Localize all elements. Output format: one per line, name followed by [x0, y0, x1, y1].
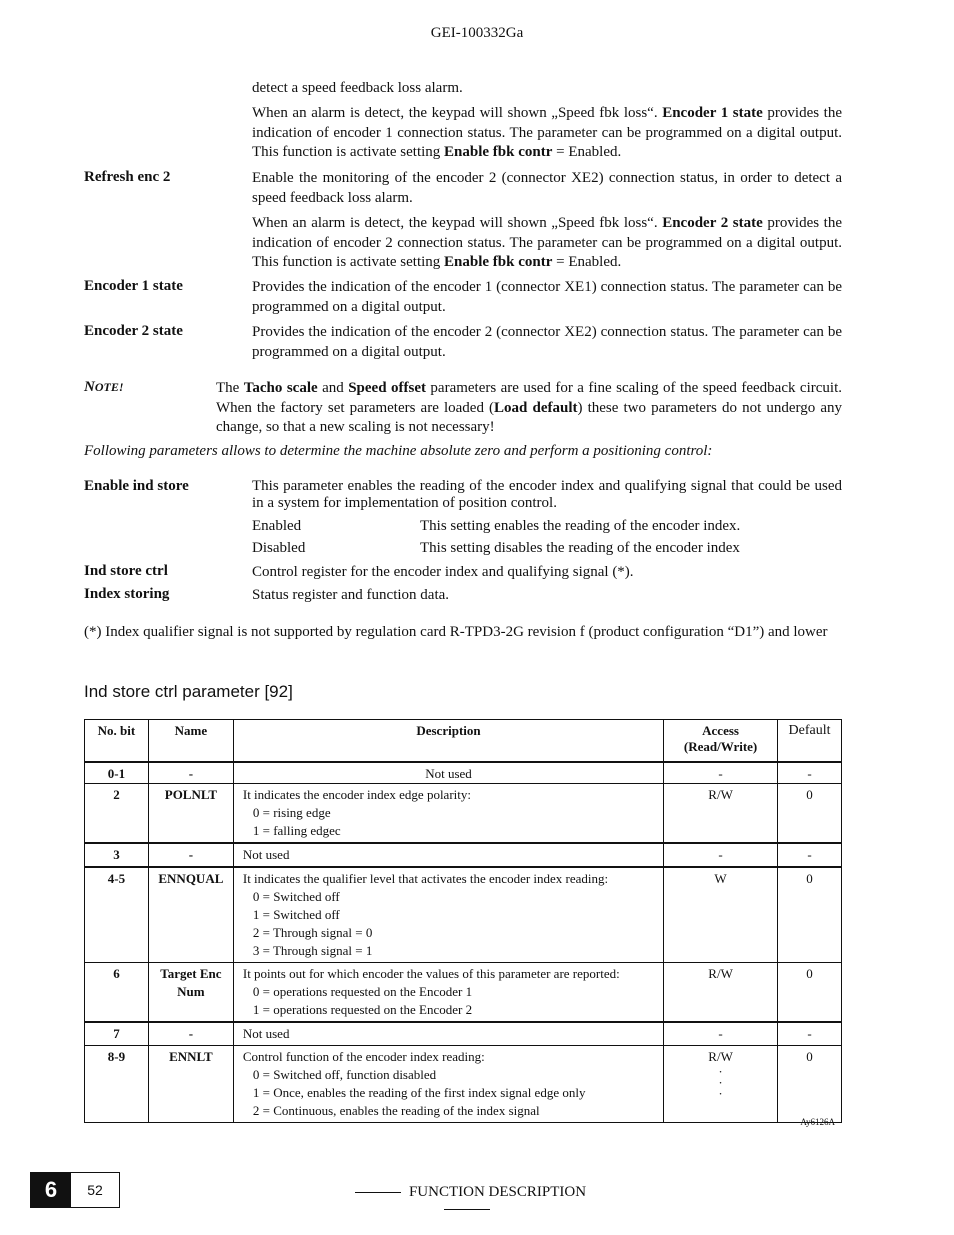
text: The [216, 380, 244, 396]
cell-access: - [664, 843, 778, 867]
header-access [664, 720, 778, 763]
header-default: Default [778, 720, 842, 763]
cell-bit: 3 [85, 843, 149, 867]
text: parameters are used for a fine scaling of the speed feedback circuit. When the factory set parameters are loaded ( [216, 380, 842, 416]
description-text: It points out for which encoder the values of this parameter are reported: [242, 966, 620, 981]
cell-name [148, 963, 233, 1023]
cell-access [664, 1046, 778, 1123]
cell-default: - [778, 843, 842, 867]
description-text: It indicates the qualifier level that activates the encoder index reading: [242, 871, 609, 886]
description-option: 2 = Through signal = 0 [252, 925, 373, 940]
cell-description [233, 784, 663, 844]
table-row [85, 762, 842, 784]
description-option: 1 = Switched off [252, 907, 340, 922]
param-ref: Tacho scale [243, 380, 318, 396]
cell-default: - [778, 762, 842, 784]
header-description: Description [233, 720, 663, 763]
paragraph: detect a speed feedback loss alarm. [252, 80, 463, 96]
access-dot: · [718, 1086, 723, 1101]
access-dot: · [718, 1064, 723, 1079]
footer [320, 1184, 613, 1218]
name-line: Target Enc [160, 966, 222, 981]
param-ref: Load default [494, 399, 578, 416]
term-ind-store-ctrl: Ind store ctrl [84, 563, 168, 579]
cell-access: W [664, 867, 778, 963]
definition: Provides the indication of the encoder 2 (connector XE2) connection status. The parameter can be programmed on a digital output. [252, 324, 842, 360]
text: provides the indication of encoder 1 connection status. The parameter can be programmed on a digital output. This function is activate setting [252, 105, 842, 160]
header-bit: No. bit [85, 720, 149, 763]
header-access-line2: (Read/Write) [683, 739, 758, 754]
definition: Enable the monitoring of the encoder 2 (connector XE2) connection status, in order to detect a speed feedback loss alarm. [252, 170, 842, 206]
description-option: 1 = operations requested on the Encoder 2 [252, 1002, 473, 1017]
cell-name: - [148, 843, 233, 867]
description-option: 1 = Once, enables the reading of the first index signal edge only [252, 1085, 586, 1100]
note-label [84, 379, 124, 396]
description-option: 0 = Switched off [252, 889, 340, 904]
table-header-row [85, 720, 842, 763]
header-access-line1: Access [702, 723, 739, 738]
param-ref: Encoder 2 state [662, 215, 763, 231]
page-number: 52 [87, 1182, 103, 1198]
table-row [85, 963, 842, 1023]
note-label-rest: OTE! [94, 380, 124, 394]
option-name: Disabled [252, 540, 306, 556]
cell-description [233, 963, 663, 1023]
table-row [85, 843, 842, 867]
cell-default: - [778, 1022, 842, 1046]
param-ref: Encoder 1 state [662, 105, 763, 121]
cell-description [233, 1046, 663, 1123]
cell-description [233, 867, 663, 963]
cell-default: 0 [778, 784, 842, 844]
description-option: 1 = falling edgec [252, 823, 341, 838]
header-name: Name [148, 720, 233, 763]
param-ref: Enable fbk contr [444, 144, 553, 160]
cell-bit: 7 [85, 1022, 149, 1046]
cell-bit: 2 [85, 784, 149, 844]
cell-description: Not used [233, 762, 663, 784]
definition: Provides the indication of the encoder 1 (connector XE1) connection status. The parameter can be programmed on a digital output. [252, 279, 842, 315]
description-option: 0 = rising edge [252, 805, 331, 820]
footer-rule-right [444, 1209, 490, 1210]
cell-access: R/W [664, 784, 778, 844]
paragraph [252, 214, 842, 273]
cell-bit: 8-9 [85, 1046, 149, 1123]
note-text [216, 379, 842, 438]
intro-italic: Following parameters allows to determine the machine absolute zero and perform a positioning control: [84, 443, 713, 459]
cell-bit: 4-5 [85, 867, 149, 963]
option-text: This setting enables the reading of the encoder index. [420, 518, 741, 534]
definition: Control register for the encoder index and qualifying signal (*). [252, 564, 634, 580]
cell-name: - [148, 762, 233, 784]
cell-name: ENNQUAL [148, 867, 233, 963]
cell-description: Not used [233, 843, 663, 867]
paragraph [252, 104, 842, 163]
footer-rule-left [355, 1192, 401, 1193]
section-title: Ind store ctrl parameter [92] [84, 682, 293, 701]
param-ref: Speed offset [348, 380, 426, 396]
description-option: 0 = Switched off, function disabled [252, 1067, 437, 1082]
text: When an alarm is detect, the keypad will shown „Speed fbk loss“. [252, 215, 663, 231]
text: = Enabled. [552, 144, 622, 160]
cell-access: R/W [664, 963, 778, 1023]
chapter-number: 6 [31, 1173, 71, 1207]
table-row [85, 867, 842, 963]
text: provides the indication of encoder 2 connection status. The parameter can be programmed on a digital output. This function is activate setting [252, 215, 842, 270]
cell-bit: 6 [85, 963, 149, 1023]
definition: Status register and function data. [252, 587, 450, 603]
access-value: R/W [708, 1049, 733, 1064]
figure-reference: Ay6126A [800, 1117, 835, 1127]
term-enable-ind-store: Enable ind store [84, 478, 189, 494]
parameter-table [84, 719, 842, 1123]
table-row [85, 1046, 842, 1123]
cell-access: - [664, 762, 778, 784]
param-ref: Enable fbk contr [444, 254, 553, 270]
option-name: Enabled [252, 518, 302, 534]
term-encoder2-state: Encoder 2 state [84, 323, 183, 339]
footnote: (*) Index qualifier signal is not supported by regulation card R-TPD3-2G revision f (product configuration “D1”) and lower [84, 624, 828, 640]
text: When an alarm is detect, the keypad will shown „Speed fbk loss“. [252, 105, 663, 121]
description-text: It indicates the encoder index edge polarity: [242, 787, 471, 802]
footer-title: FUNCTION DESCRIPTION [408, 1184, 587, 1200]
cell-description: Not used [233, 1022, 663, 1046]
access-dot: · [718, 1075, 723, 1090]
note-label-initial: N [84, 379, 95, 395]
description-text: Control function of the encoder index reading: [242, 1049, 485, 1064]
description-option: 0 = operations requested on the Encoder 1 [252, 984, 473, 999]
description-option: 3 = Through signal = 1 [252, 943, 373, 958]
document-code-header: GEI-100332Ga [430, 25, 524, 41]
term-index-storing: Index storing [84, 586, 170, 602]
term-encoder1-state: Encoder 1 state [84, 278, 183, 294]
description-option: 2 = Continuous, enables the reading of the index signal [252, 1103, 540, 1118]
table-row [85, 1022, 842, 1046]
cell-name: POLNLT [148, 784, 233, 844]
name-line: Num [177, 984, 205, 999]
text: and [317, 380, 349, 396]
definition: This parameter enables the reading of the encoder index and qualifying signal that could be used in a system for implementation of position control. [252, 478, 842, 511]
cell-default: 0 [778, 867, 842, 963]
cell-name: - [148, 1022, 233, 1046]
cell-bit: 0-1 [85, 762, 149, 784]
term-refresh-enc2: Refresh enc 2 [84, 169, 171, 185]
cell-access: - [664, 1022, 778, 1046]
table-row [85, 784, 842, 844]
cell-default: 0 [778, 1046, 842, 1123]
text: = Enabled. [552, 254, 622, 270]
option-text: This setting disables the reading of the encoder index [420, 540, 740, 556]
text: ) these two parameters do not undergo any change, so that a new scaling is not necessary! [216, 399, 842, 435]
cell-name: ENNLT [148, 1046, 233, 1123]
cell-default: 0 [778, 963, 842, 1023]
page-number-box [30, 1172, 120, 1208]
